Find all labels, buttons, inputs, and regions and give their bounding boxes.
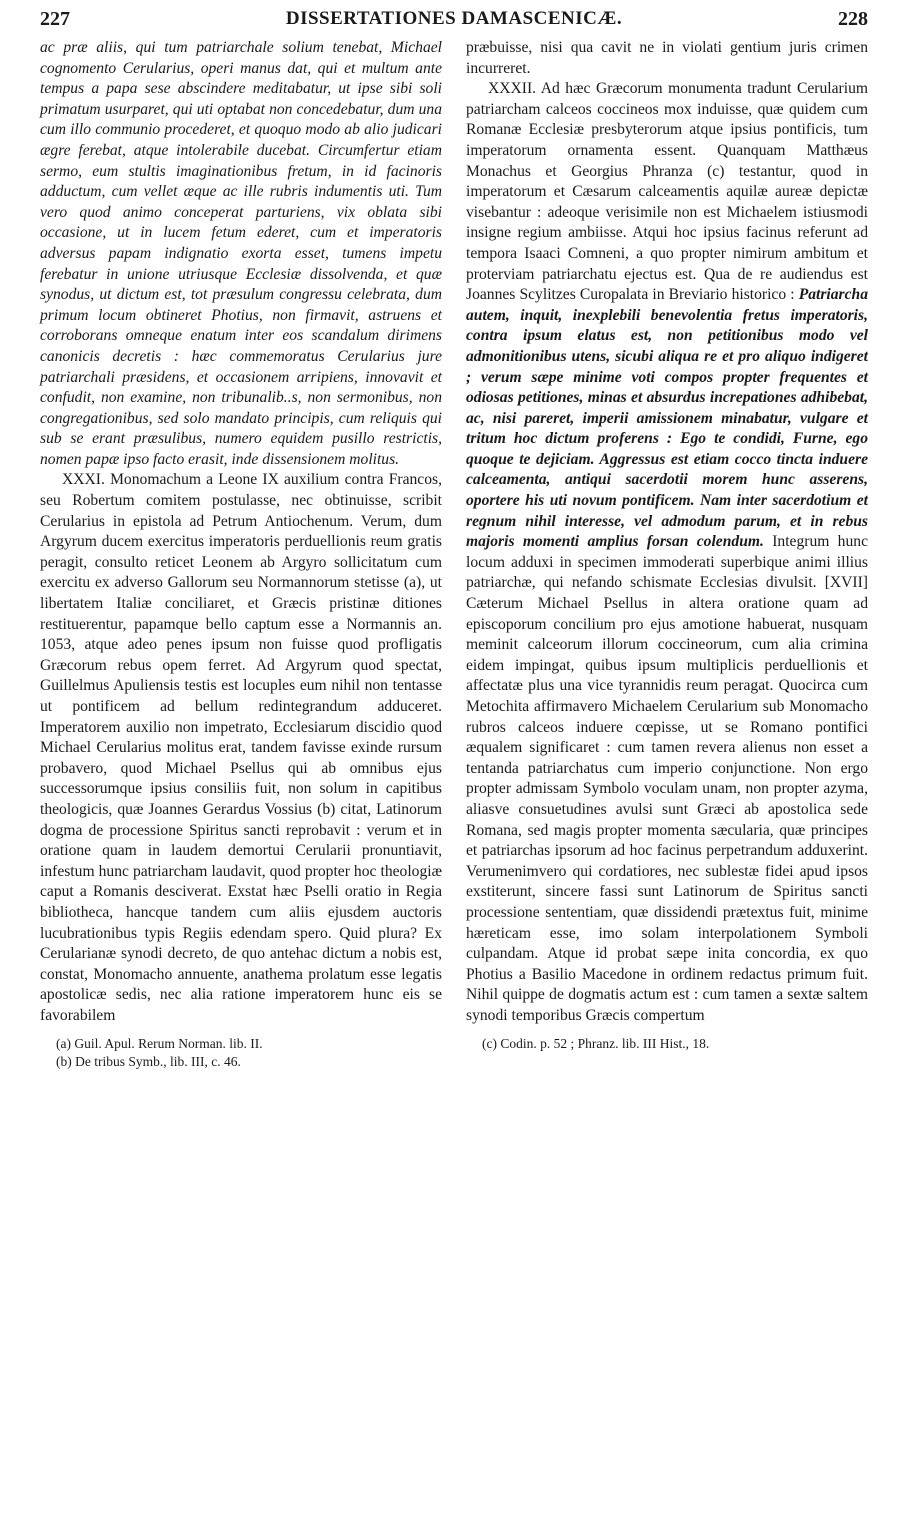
right-column <box>466 38 868 1071</box>
paragraph-number: XXXII. <box>488 80 537 98</box>
footnotes <box>40 1035 442 1071</box>
quotation-text: ac præ aliis, qui tum patriarchale solium tenebat, Michael cognomento Cerularius, operi manus dat, qui et multum ante tempus a papa sese abscindere meditabatur, ut ipse sibi soli primatum usurparet, qui uti optabat non concedebatur, dum una cum illo communio procederet, et quoquo modo ab alio judicari ægre ferebat, atque intolerabile ducebat. Circumfertur etiam sermo, eum stultis imaginationibus fretum, in id facinoris adductum, cum vellet æque ac ille rubris indumentis uti. Tum vero quod animo conceperat parturiens, vix oblata sibi occasione, ut in lucem fetum ederet, cum et imperatoris adversus papam indignatio exorta esset, tumens impetu ferebatur in unione utriusque Ecclesiæ dissolvenda, et quæ synodus, ut dictum est, tot præsulum congressu celebrata, dum primum locum obtineret Photius, non firmavit, astruens et corroborans omneque enatum inter eos scandalum dirimens canonicis decretis : hæc commemoratus Cerularius jure patriarchali præsidens, et occasionem arripiens, innovavit et confudit, non examine, non tribunalib..s, non sermonibus, non congregationibus, sed solo mandato principis, cum reliquis qui sub se erant præsulibus, numero equidem pusillo restrictis, nomen papæ ipso facto erasit, inde dissensionem molitus. <box>40 39 442 468</box>
paragraph-xxxii <box>466 79 868 1026</box>
page-number-right: 228 <box>838 8 868 30</box>
paragraph-number: XXXI. <box>62 471 105 489</box>
footnote-b: (b) De tribus Symb., lib. III, c. 46. <box>56 1053 241 1069</box>
paragraph-body: Integrum hunc locum adduxi in specimen immoderati superbique animi illius patriarchæ, qui nefando schismate Ecclesias divulsit. <box>466 533 868 592</box>
running-title: DISSERTATIONES DAMASCENICÆ. <box>285 8 623 29</box>
text-columns <box>40 38 868 1071</box>
left-column <box>40 38 442 1071</box>
footnote-c: (c) Codin. p. 52 ; Phranz. lib. III Hist., 18. <box>482 1035 710 1051</box>
running-header <box>40 4 868 38</box>
footnote-a: (a) Guil. Apul. Rerum Norman. lib. II. <box>56 1035 263 1051</box>
paragraph-continuation: præbuisse, nisi qua cavit ne in violati gentium juris crimen incurreret. <box>466 39 868 77</box>
footnotes <box>466 1035 868 1053</box>
paragraph-number: [XVII] <box>824 574 868 592</box>
page-number-left: 227 <box>40 8 70 30</box>
paragraph-body: Monomachum a Leone IX auxilium contra Francos, seu Robertum comitem postulasse, nec obtinuisse, scribit Cerularius in epistola ad Petrum Antiochenum. Verum, dum Argyrum ducem exercitus imperatoris perduellionis reum gratis peragit, consulto reticet Leonem ab Argyro sollicitatum cum exercitu ex adverso Gallorum seu Normannorum stetisse (a), ut libertatem Italiæ conciliaret, et Græcis pristinæ ditiones restituerentur, papamque bello captum esse a Normannis an. 1053, atque adeo penes ipsum non fuisse quod profligatis Græcorum rebus opem ferret. Ad Argyrum quod spectat, Guillelmus Apuliensis testis est locuples eum nihil non tentasse ut pontificem ad bellum redintegrandum adduceret. Imperatorem auxilio non impetrato, Ecclesiarum discidio quod Michael Cerularius molitus erat, tandem favisse exinde rursum probavero, quod Michael Psellus qui ab omnibus ejus successorumque ipsius consiliis fuit, non solum in capitibus theologicis, quæ Joannes Gerardus Vossius (b) citat, Latinorum dogma de processione Spiritus sancti reprobavit : verum et in oratione quam in laudem demortui Cerularii pronuntiavit, infestum hunc patriarcham laudavit, quod propter hoc theologiæ caput a Romanis desciverat. Exstat hæc Pselli oratio in Regia bibliotheca, hancque tandem cum aliis ejusdem auctoris lucubrationibus typis Regiis edendam spero. Quid plura? Ex Cerularianæ synodi decreto, de quo antehac dictum a nobis est, constat, Monomacho annuente, anathema prolatum esse legatis apostolicæ sedis, nec alia ratione imperatorem hunc eis se favorabilem <box>40 471 442 1024</box>
paragraph-xxxi <box>40 470 442 1026</box>
paragraph-body: Ad hæc Græcorum monumenta tradunt Cerularium patriarcham calceos coccineos mox induisse, quæ quidem cum Romanæ Ecclesiæ presbyterorum atque ipsius pontificis, tum imperatorum ornamenta essent. Quanquam Matthæus Monachus et Georgius Phranza (c) testantur, quod in imperatorum et Cæsarum calceamentis aquilæ aureæ depictæ visebantur : adeoque verisimile non est Michaelem istiusmodi insigne regium ambiisse. Atqui hoc ipsius facinus referunt ad tempora Isaaci Comneni, a quo propter nimirum ambitum et proterviam patriarchatu ejectus est. Qua de re audiendus est Joannes Scylitzes Curopalata in Breviario historico : <box>466 80 868 304</box>
quotation-text: Patriarcha autem, inquit, inexplebili benevolentia fretus imperatoris, contra ipsum elatus est, non petitionibus modo vel admonitionibus utens, sicubi aliqua re et pro aliquo indigeret ; verum sæpe minime voti compos propter frequentes et odiosas petitiones, minas et absurdus increpationes adhibebat, ac, nisi pareret, imperii amissionem minabatur, vulgare et tritum hoc dictum proferens : Ego te condidi, Furne, ego quoque te dejiciam. Aggressus est etiam cocco tincta induere calceamenta, antiqui sacerdotii morem hunc asserens, oportere his uti novum pontificem. Nam inter sacerdotium et regnum nihil interesse, vel admodum parum, et in rebus majoris momenti amplius forsan colendum. <box>466 286 868 551</box>
paragraph-body: Cæterum Michael Psellus in altera oratione quam ad episcoporum concilium pro ejus amotione habuerat, nusquam meminit calceorum illorum coccineorum, cum alia crimina eidem impingat, quibus ipsum multiplicis perduellionis et affectatæ plus una vice tyrannidis reum peragat. Quocirca cum Metochita affirmavero Michaelem Cerularium sub Monomacho rubros calceos induere cœpisse, ut se Romano pontifici æqualem significaret : cum tamen revera alienus non esset a tentanda patriarchatus cum imperio conjunctione. Non ergo propter admissam Symbolo voculam unam, non propter azyma, aliasve consuetudines avulsi sunt Græci ab apostolica sede Romana, sed magis propter momenta sæcularia, quæ principes et patriarchas ipsorum ad hoc facinus perpetrandum adduxerint. Verumenimvero qui cordatiores, nec sublestæ fidei apud ipsos exstiterunt, sincere fassi sunt Latinorum de Spiritus sancti processione sententiam, quæ dissidendi prætextus fuit, minime hæreticam esse, imo solam interpolationem Symboli culpandam. Atque id probat sæpe inita concordia, ex quo Photius a Basilio Macedone in ordinem redactus primum fuit. Nihil quippe de dogmatis actum est : cum tamen a sextæ saltem synodi temporibus Græcis compertum <box>466 595 868 1024</box>
